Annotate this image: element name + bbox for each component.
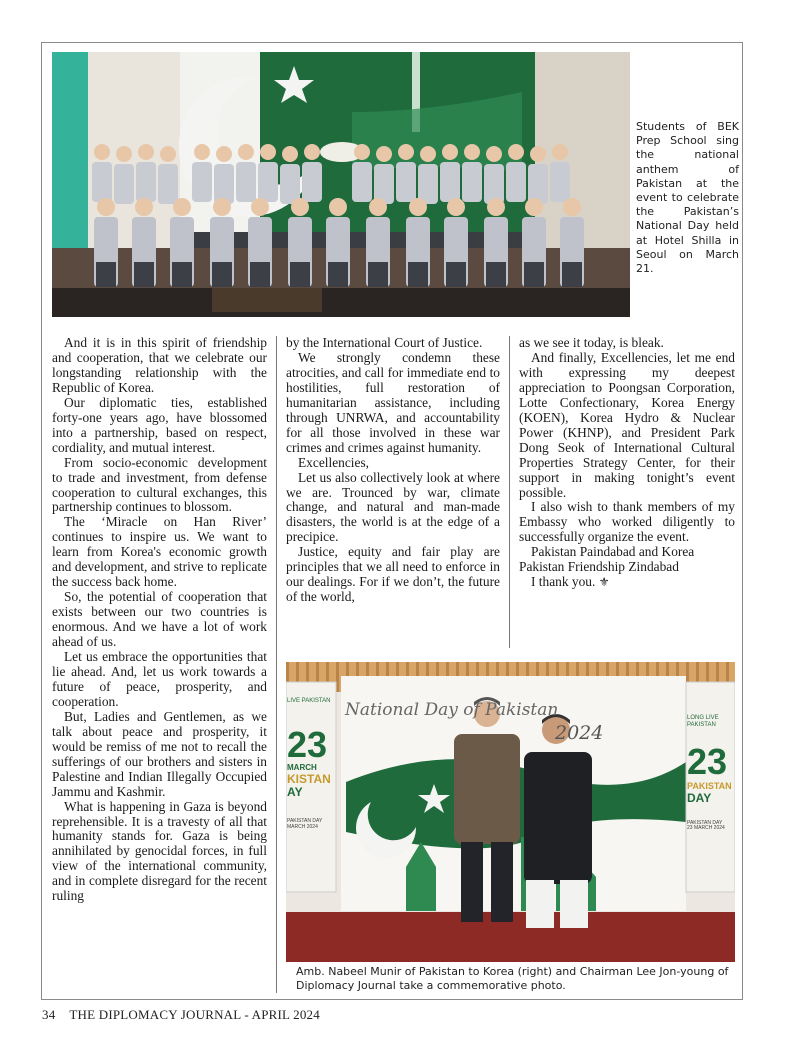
paragraph: Let us embrace the opportunities that lie ahead. And, let us work towards a future of peace, prosperity, and cooperation. [52,649,267,709]
right-banner-title: PAKISTAN [687,780,732,791]
left-banner-sub2: MARCH 2024 [287,823,318,830]
article-column-2 [286,336,500,605]
column-divider [276,336,277,648]
right-banner-sub2: 23 MARCH 2024 [687,825,725,832]
paragraph: We strongly condemn these atrocities, and call for immediate end to hostilities, full restoration of humanitarian assistance, including through UNRWA, and accountability for all those involved in these war crimes and crimes against humanity. [286,349,500,455]
end-mark-icon: ⚜ [598,575,610,590]
article-column-3 [519,336,735,590]
paragraph: What is happening in Gaza is beyond reprehensible. It is a travesty of all that humanity stands for. Gaza is being annihilated by genocidal forces, in full view of the international community, and in complete disregard for the recent ruling [52,798,267,904]
paragraph: Justice, equity and fair play are principles that we all need to enforce in our dealings. For if we don’t, the future of the world, [286,544,500,605]
left-banner-sub1: PAKISTAN DAY [287,818,323,825]
right-banner [687,715,734,832]
left-banner-month: MARCH [287,763,317,773]
left-banner-kistan: KISTAN [287,771,331,786]
choir-photo-caption: Students of BEK Prep School sing the national anthem of Pakistan at the event to celebrate the Pakistan’s National Day held at Hotel Shilla in Seoul on March 21. [636,120,739,276]
right-banner-sub1: PAKISTAN DAY [687,819,723,826]
right-banner-day: DAY [687,790,712,805]
paragraph: And finally, Excellencies, let me end with expressing my deepest appreciation to Poongsan Corporation, Lotte Confectionary, Korea Energy (KOEN), Korea Hydro & Nuclear Power (KHNP), and President Park Dong Seok of International Cultural Properties Strategy Center, for their support in making tonight’s event possible. [519,349,735,500]
paragraph: So, the potential of cooperation that exists between our two countries is enormous. And we have a lot of work ahead of us. [52,589,267,650]
banner-title: National Day of Pakistan [345,700,559,720]
banner-year: 2024 [555,722,604,744]
left-banner [287,698,335,830]
page-footer [42,1007,334,1023]
choir-photo [52,52,630,317]
paragraph: But, Ladies and Gentlemen, as we talk about peace and prosperity, it would be remiss of me not to recall the sufferings of our brothers and sisters in Palestine and Indian Illegally Occupied Jammu and Kashmir. [52,708,267,799]
left-banner-top: LIVE PAKISTAN [287,698,331,704]
column-divider [509,336,510,648]
left-banner-day: AY [287,785,303,800]
left-banner-number: 23 [287,723,328,765]
paragraph: Our diplomatic ties, established forty-one years ago, have blossomed into a partnership, based on respect, cordiality, and mutual interest. [52,394,267,455]
paragraph: as we see it today, is bleak. [519,335,664,350]
article-column-1 [52,336,267,904]
paragraph: And it is in this spirit of friendship and cooperation, that we celebrate our longstanding relationship with the Republic of Korea. [52,335,267,395]
paragraph: Excellencies, [298,454,370,470]
paragraph: by the International Court of Justice. [286,335,483,350]
paragraph: I also wish to thank members of my Embassy who worked diligently to successfully organize the event. [519,499,735,545]
page-number: 34 [42,1007,56,1022]
right-banner-top: LONG LIVE PAKISTAN [687,715,719,728]
column-divider [276,648,277,993]
paragraph: Pakistan Paindabad and Korea Pakistan Friendship Zindabad [519,544,695,575]
paragraph: From socio-economic development to trade and investment, from defense cooperation to cultural exchanges, this partnership continues to blossom. [52,454,267,515]
right-banner-number: 23 [687,741,728,783]
closing-line: I thank you. [531,574,596,590]
paragraph: The ‘Miracle on Han River’ continues to inspire us. We want to learn from Korea's economic growth and development, and strive to replicate the success back home. [52,514,267,590]
paragraph [519,575,735,590]
paragraph: Let us also collectively look at where we are. Trounced by war, climate change, and natural and man-made disasters, the world is at the edge of a precipice. [286,469,500,545]
commemorative-photo-caption: Amb. Nabeel Munir of Pakistan to Korea (right) and Chairman Lee Jon-young of Diplomacy Journal take a commemorative photo. [296,965,729,992]
publication-name: THE DIPLOMACY JOURNAL - APRIL 2024 [69,1007,320,1022]
